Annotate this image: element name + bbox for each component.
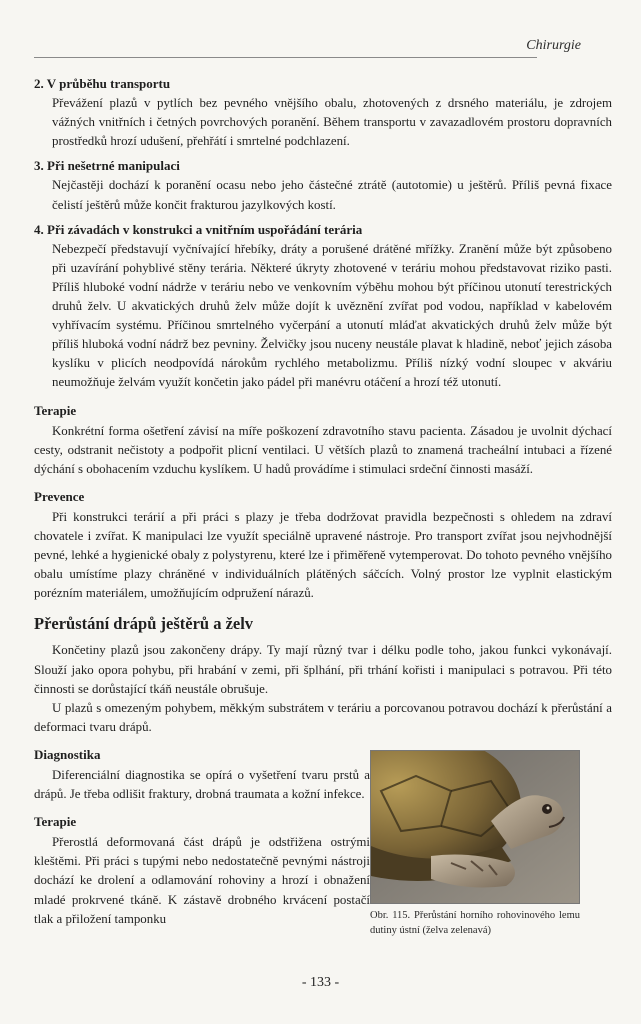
page-number: - 133 - xyxy=(301,975,340,990)
prevention-heading: Prevence xyxy=(34,488,85,504)
item-body: Nejčastěji dochází k poranění ocasu nebo jeho částečné ztrátě (autotomie) u ještěrů. Příliš pevná fixace čelistí ještěrů může končit frakturou jazylkových kostí. xyxy=(52,178,612,212)
item-title: 4. Při závadách v konstrukci a vnitřním uspořádání terária xyxy=(34,221,363,237)
therapy-heading: Terapie xyxy=(34,402,77,418)
list-item xyxy=(34,74,612,151)
diagnostics-text: Diferenciální diagnostika se opírá o vyšetření tvaru prstů a drápů. Je třeba odlišit fraktury, drobná traumata a kožní infekce. xyxy=(34,768,370,802)
therapy-text: Konkrétní forma ošetření závisí na míře poškození zdravotního stavu pacienta. Zásadou je uvolnit dýchací cesty, odstranit nečistoty a podpořit plicní ventilaci. U větších plazů to znamená tracheální intubaci a řízené dýchání s obohacením vzduchu kyslíkem. U hadů provádíme i stimulaci srdeční činnosti masáží. xyxy=(34,423,612,476)
section-paragraph: U plazů s omezeným pohybem, měkkým substrátem v teráriu a porcovanou potravou dochází k přerůstání a deformaci tvaru drápů. xyxy=(34,700,612,734)
left-column xyxy=(34,745,370,929)
list-item xyxy=(34,220,612,393)
tortoise-illustration xyxy=(371,751,579,903)
list-item xyxy=(34,156,612,214)
therapy2-heading: Terapie xyxy=(34,814,77,830)
figure-caption: Obr. 115. Přerůstání horního rohovinového lemu dutiny ústní (želva zelenavá) xyxy=(370,910,580,936)
item-title: 3. Při nešetrné manipulaci xyxy=(34,158,180,174)
diagnostics-heading: Diagnostika xyxy=(34,746,101,762)
section-title: Přerůstání drápů ještěrů a želv xyxy=(34,614,254,634)
item-title: 2. V průběhu transportu xyxy=(34,76,171,91)
prevention-text: Při konstrukci terárií a při práci s plazy je třeba dodržovat pravidla bezpečnosti s ohledem na zdraví chovatele i zvířat. K manipulaci lze využít speciálně upravené nástroje. Pro transport zvířat jsou nejvhodnější pevné, lehké a hygienické obaly z polystyrenu, které lze i přiměřeně vytemperovat. Do tohoto pevného vnějšího obalu umístíme plazy chráněné v individuálních plátěných sáčcích. Volný prostor lze vyplnit elastickým porézním materiálem, umožňujícím odpružení nárazů. xyxy=(34,509,612,601)
tortoise-photo xyxy=(370,750,580,904)
running-title: Chirurgie xyxy=(526,38,581,53)
therapy2-text: Přerostlá deformovaná část drápů je odstřižena ostrými kleštěmi. Při práci s tupými nebo nedostatečně pevnými nástroji dochází ke drolení a odlamování rohoviny a hrozí i obnažení mladé prokrvené tkáně. K zástavě drobného krvácení postačí tlak a přiložení tamponku xyxy=(34,835,370,926)
running-header xyxy=(34,36,607,62)
section-paragraph: Končetiny plazů jsou zakončeny drápy. Ty mají různý tvar i délku podle toho, jakou funkci vykonávají. Slouží jako opora pohybu, při hrabání v zemi, při šplhání, při trhání kořisti i manipulaci s potravou. Při této činnosti se dorůstající tkáň neustále obrušuje. xyxy=(34,643,612,696)
item-body: Nebezpečí představují vyčnívající hřebíky, dráty a porušené drátěné mřížky. Zranění může být způsobeno při uzavírání pohyblivé stěny terária. Některé úkryty zhotovené v teráriu mohou představovat riziko pasti. Příliš hluboké vodní nádrže v teráriu nebo ve venkovním výběhu mohou být příčinou utonutí terestrických druhů želv. U akvatických druhů želv může dojít k uvěznění zvířat pod vodou, například v kabelovém vyhřívacím systému. Příčinou smrtelného vyčerpání a utonutí mláďat akvatických druhů želv může být příliš hluboká vodní nádrž bez pevniny. Želvičky jsou nuceny neustále plavat k hladině, neboť jejich zásoba kyslíku v plicích neodpovídá nárokům rychlého metabolizmu. Příliš nízký vodní sloupec v akváriu neumožňuje želvám využít končetin jako pádel při manévru otáčení a hrozí též utonutí. xyxy=(52,241,612,390)
item-body: Převážení plazů v pytlích bez pevného vnějšího obalu, zhotovených z drsného materiálu, je zdrojem vážných vnitřních i četných povrchových poranění. Během transportu v zavazadlovém prostoru dopravních prostředků hrozí udušení, přehřátí i smrtelné podchlazení. xyxy=(52,96,612,149)
header-rule xyxy=(34,57,537,58)
